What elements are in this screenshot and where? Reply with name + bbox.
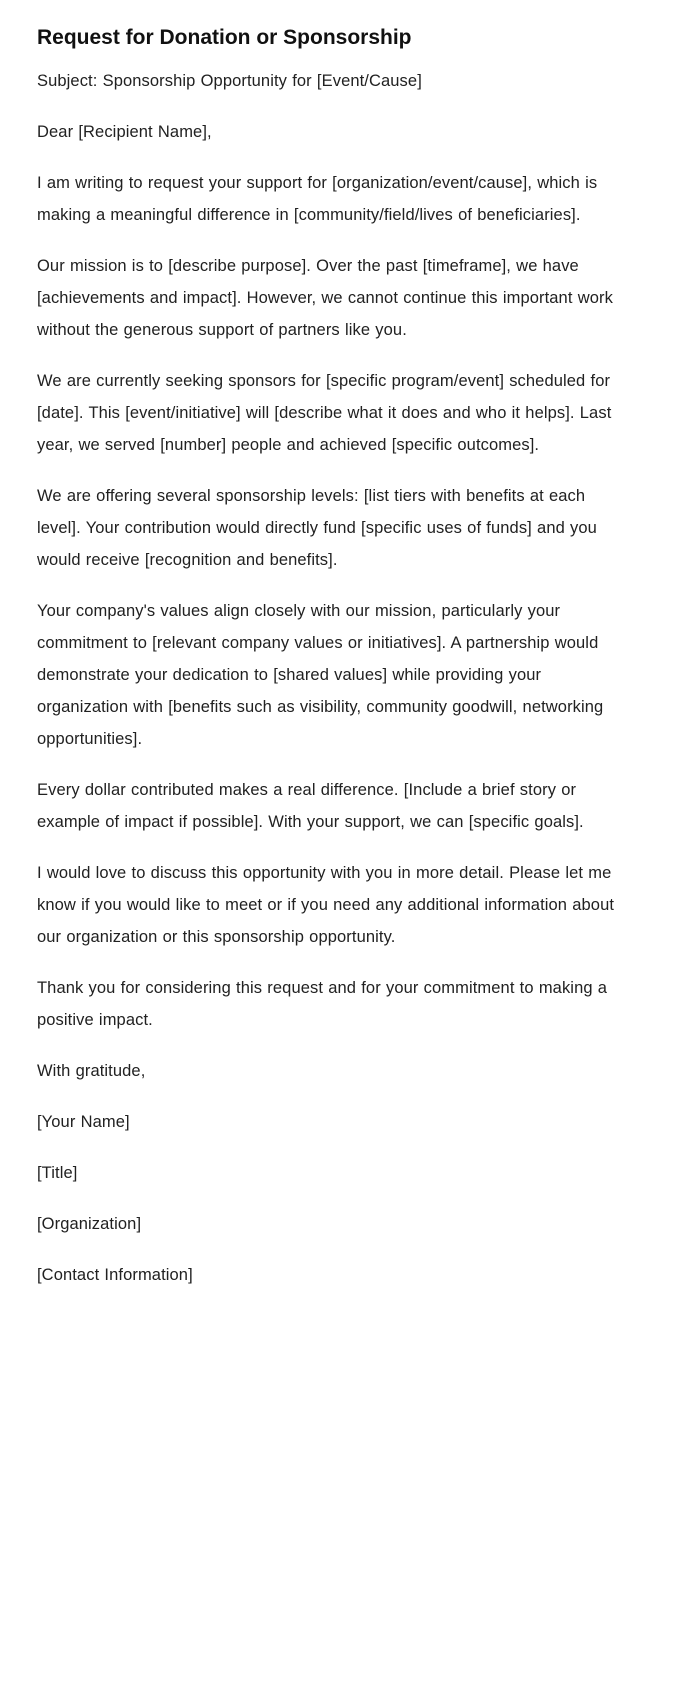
signature-name: [Your Name] — [37, 1113, 130, 1131]
document-title: Request for Donation or Sponsorship — [37, 26, 412, 49]
body-paragraph-mission: Our mission is to [describe purpose]. Over the past [timeframe], we have [achievements and impact]. However, we cannot continue this important work without the generous support of partners like you. — [37, 257, 613, 339]
salutation: Dear [Recipient Name], — [37, 123, 212, 141]
signature-contact-information: [Contact Information] — [37, 1266, 193, 1284]
body-paragraph-discuss: I would love to discuss this opportunity with you in more detail. Please let me know if you would like to meet or if you need any additional information about our organization or this sponsorship opportunity. — [37, 864, 615, 946]
body-paragraph-intro: I am writing to request your support for [organization/event/cause], which is making a meaningful difference in [community/field/lives of beneficiaries]. — [37, 174, 598, 224]
body-paragraph-thank-you: Thank you for considering this request and for your commitment to making a positive impact. — [37, 979, 608, 1029]
closing-line: With gratitude, — [37, 1062, 146, 1080]
signature-title: [Title] — [37, 1164, 78, 1182]
body-paragraph-company-values: Your company's values align closely with our mission, particularly your commitment to [relevant company values or initiatives]. A partnership would demonstrate your dedication to [shared values] while providing your organization with [benefits such as visibility, community goodwill, networking opportunities]. — [37, 602, 604, 748]
body-paragraph-seeking-sponsors: We are currently seeking sponsors for [specific program/event] scheduled for [date]. This [event/initiative] will [describe what it does and who it helps]. Last year, we served [number] people and achieved [specific outcomes]. — [37, 372, 612, 454]
signature-organization: [Organization] — [37, 1215, 142, 1233]
body-paragraph-sponsorship-levels: We are offering several sponsorship levels: [list tiers with benefits at each level]. Your contribution would directly fund [specific uses of funds] and you would receive [recognition and benefits]. — [37, 487, 597, 569]
subject-line: Subject: Sponsorship Opportunity for [Event/Cause] — [37, 72, 422, 90]
document-body — [37, 24, 629, 1291]
body-paragraph-impact: Every dollar contributed makes a real difference. [Include a brief story or example of impact if possible]. With your support, we can [specific goals]. — [37, 781, 584, 831]
